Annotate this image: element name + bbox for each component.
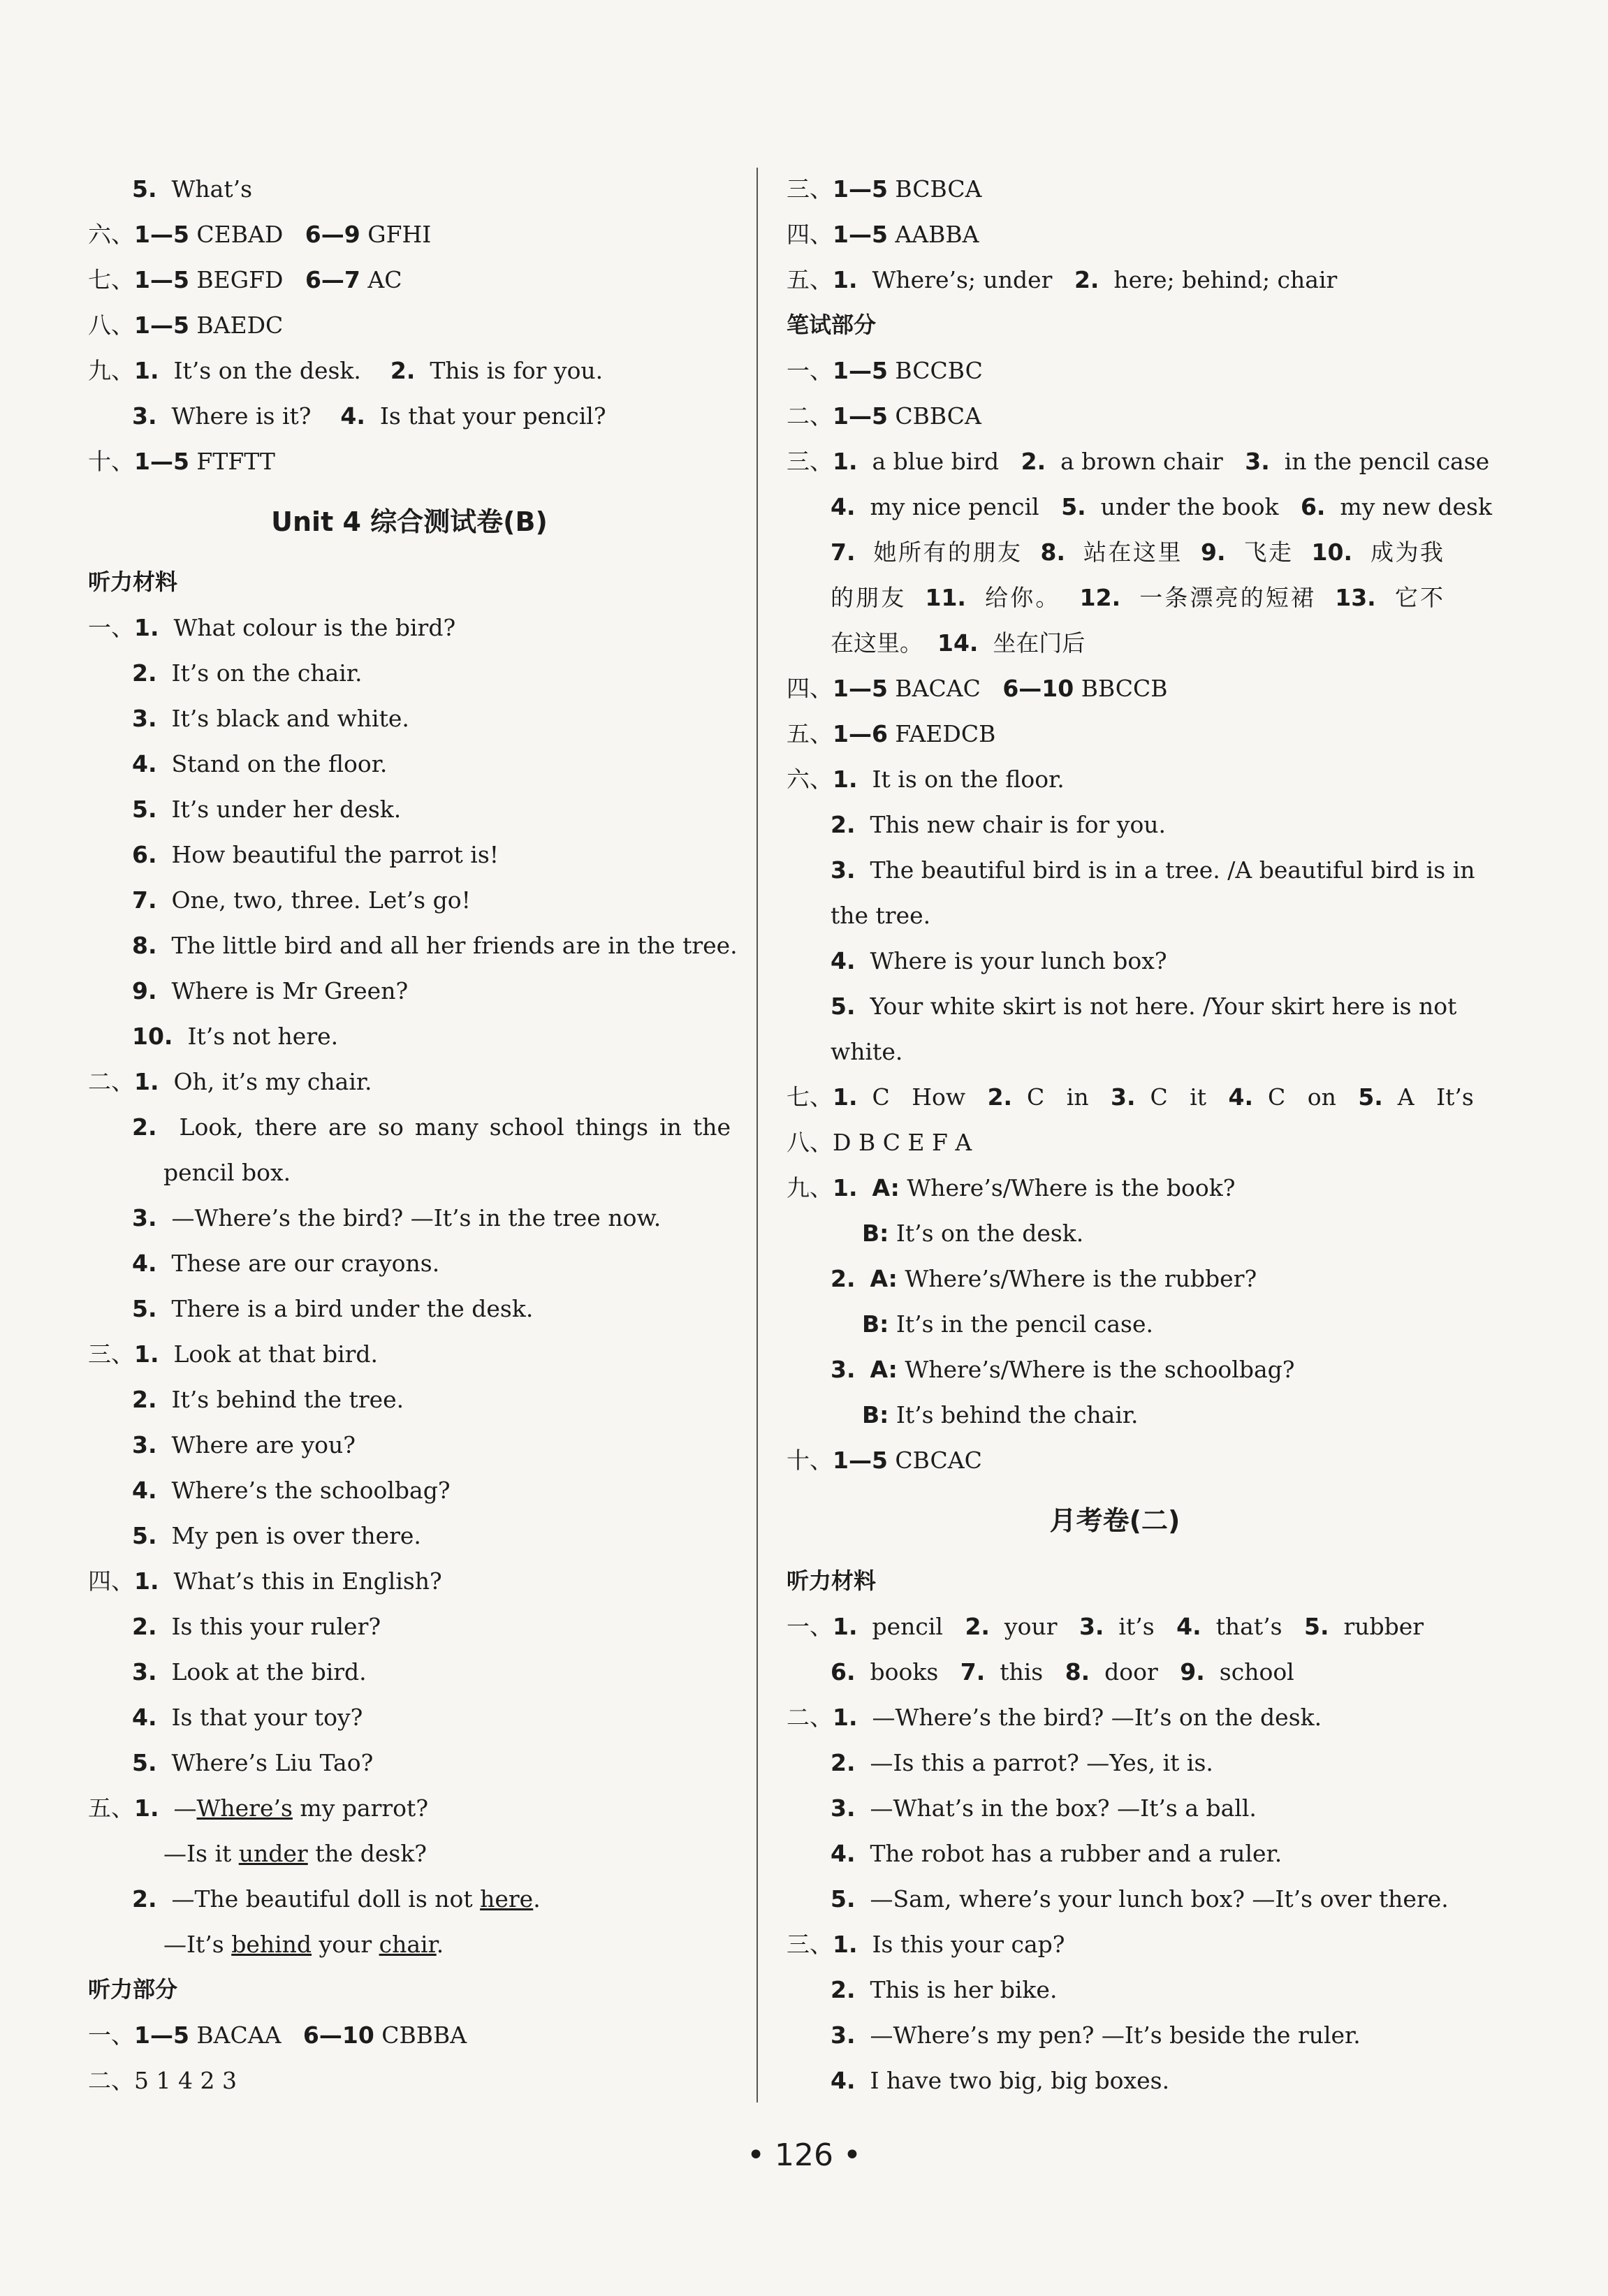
answer-line: 的朋友 11. 给你。 12. 一条漂亮的短裙 13. 它不	[831, 584, 1443, 611]
answer-line: 五、1. —Where’s my parrot?	[88, 1794, 429, 1822]
answer-line: 3. Look at the bird.	[132, 1658, 367, 1686]
column-divider	[757, 168, 758, 2103]
section-label: 笔试部分	[787, 312, 877, 338]
answer-line: 8. The little bird and all her friends are in the tree.	[132, 932, 738, 959]
answer-line: 5. Where’s Liu Tao?	[132, 1749, 374, 1776]
answer-line: 2. —Is this a parrot? —Yes, it is.	[831, 1749, 1213, 1776]
answer-line: —It’s behind your chair.	[163, 1931, 444, 1958]
answer-line: 5. My pen is over there.	[132, 1522, 421, 1549]
answer-line: 二、1. Oh, it’s my chair.	[88, 1068, 372, 1095]
answer-line: 三、1. Is this your cap?	[787, 1931, 1065, 1958]
answer-line: the tree.	[831, 902, 931, 929]
answer-line: 4. These are our crayons.	[132, 1250, 440, 1277]
answer-line: 七、1. C How 2. C in 3. C it 4. C on 5. A It’s	[787, 1083, 1474, 1111]
answer-line: 6. How beautiful the parrot is!	[132, 841, 499, 868]
answer-line: 一、1. What colour is the bird?	[88, 614, 456, 641]
answer-line: 2. A: Where’s/Where is the rubber?	[831, 1265, 1257, 1292]
answer-line: 4. my nice pencil 5. under the book 6. my new desk	[831, 493, 1492, 520]
answer-line: B: It’s on the desk.	[862, 1220, 1084, 1247]
answer-line: 2. Look, there are so many school things in the	[132, 1113, 731, 1141]
answer-line: 三、1. Look at that bird.	[88, 1340, 379, 1368]
section-label: 听力部分	[88, 1976, 178, 2003]
answer-line: 3. Where is it? 4. Is that your pencil?	[132, 402, 606, 430]
answer-line: 4. Where is your lunch box?	[831, 947, 1167, 974]
answer-line: 4. Where’s the schoolbag?	[132, 1477, 451, 1504]
answer-line: 四、1. What’s this in English?	[88, 1567, 442, 1595]
answer-line: 一、1—5 BACAA 6—10 CBBBA	[88, 2021, 467, 2049]
answer-line: 3. —What’s in the box? —It’s a ball.	[831, 1794, 1257, 1822]
answer-line: 四、1—5 AABBA	[787, 221, 979, 248]
answer-line: 三、1. a blue bird 2. a brown chair 3. in the pencil case	[787, 448, 1490, 475]
answer-line: 6. books 7. this 8. door 9. school	[831, 1658, 1294, 1686]
answer-line: 九、1. A: Where’s/Where is the book?	[787, 1174, 1236, 1201]
answer-line: 4. Stand on the floor.	[132, 750, 388, 777]
answer-line: 2. Is this your ruler?	[132, 1613, 381, 1640]
answer-line: pencil box.	[163, 1159, 291, 1186]
answer-line: 2. It’s on the chair.	[132, 659, 363, 687]
answer-line: 一、1. pencil 2. your 3. it’s 4. that’s 5. rubber	[787, 1613, 1424, 1640]
section-label: 听力材料	[88, 569, 178, 595]
answer-line: 2. This new chair is for you.	[831, 811, 1167, 838]
answer-line: 3. —Where’s my pen? —It’s beside the ruler.	[831, 2021, 1361, 2049]
answer-line: 3. Where are you?	[132, 1431, 356, 1458]
answer-line: 9. Where is Mr Green?	[132, 977, 409, 1004]
answer-line: 三、1—5 BCBCA	[787, 175, 982, 203]
answer-line: 3. The beautiful bird is in a tree. /A beautiful bird is in	[831, 856, 1475, 884]
answer-line: 2. This is her bike.	[831, 1976, 1058, 2003]
answer-line: 4. Is that your toy?	[132, 1704, 363, 1731]
answer-line: 一、1—5 BCCBC	[787, 357, 983, 384]
section-label: 听力材料	[787, 1567, 877, 1594]
answer-line: 4. The robot has a rubber and a ruler.	[831, 1840, 1282, 1867]
answer-line: 二、1—5 CBBCA	[787, 402, 981, 430]
answer-line: white.	[831, 1038, 903, 1065]
answer-line: 5. Your white skirt is not here. /Your skirt here is not	[831, 993, 1457, 1020]
answer-line: 二、5 1 4 2 3	[88, 2067, 237, 2094]
answer-line: 二、1. —Where’s the bird? —It’s on the desk.	[787, 1704, 1322, 1731]
answer-line: 7. 她所有的朋友 8. 站在这里 9. 飞走 10. 成为我	[831, 539, 1443, 566]
answer-line: 3. —Where’s the bird? —It’s in the tree now.	[132, 1204, 662, 1231]
answer-line: 3. A: Where’s/Where is the schoolbag?	[831, 1356, 1295, 1383]
answer-line: 五、1—6 FAEDCB	[787, 720, 996, 747]
answer-line: —Is it under the desk?	[163, 1840, 427, 1867]
page-number: • 126 •	[747, 2137, 861, 2173]
answer-line: 2. It’s behind the tree.	[132, 1386, 404, 1413]
answer-line: 五、1. Where’s; under 2. here; behind; chair	[787, 266, 1338, 293]
answer-line: B: It’s behind the chair.	[862, 1401, 1139, 1428]
answer-line: 5. It’s under her desk.	[132, 796, 402, 823]
answer-line: 4. I have two big, big boxes.	[831, 2067, 1170, 2094]
answer-line: 7. One, two, three. Let’s go!	[132, 886, 471, 914]
answer-line: 5. —Sam, where’s your lunch box? —It’s over there.	[831, 1885, 1449, 1913]
answer-line: 六、1—5 CEBAD 6—9 GFHI	[88, 221, 432, 248]
answer-line: 十、1—5 FTFTT	[88, 448, 275, 475]
answer-line: 六、1. It is on the floor.	[787, 766, 1065, 793]
answer-line: 十、1—5 CBCAC	[787, 1447, 982, 1474]
answer-line: 九、1. It’s on the desk. 2. This is for you.	[88, 357, 604, 384]
answer-line: 八、D B C E F A	[787, 1129, 972, 1156]
answer-line: 在这里。 14. 坐在门后	[831, 629, 1086, 657]
answer-line: 七、1—5 BEGFD 6—7 AC	[88, 266, 402, 293]
left-column	[88, 166, 738, 2103]
section-heading: 月考卷(二)	[1049, 1505, 1181, 1536]
answer-line: 八、1—5 BAEDC	[88, 312, 284, 339]
answer-line: 四、1—5 BACAC 6—10 BBCCB	[787, 675, 1168, 702]
answer-line: 5. What’s	[132, 175, 253, 203]
answer-line: 5. There is a bird under the desk.	[132, 1295, 534, 1322]
answer-line: 2. —The beautiful doll is not here.	[132, 1885, 541, 1913]
section-heading: Unit 4 综合测试卷(B)	[271, 506, 548, 537]
answer-line: 10. It’s not here.	[132, 1023, 339, 1050]
answer-line: B: It’s in the pencil case.	[862, 1310, 1153, 1338]
right-column	[787, 166, 1492, 2103]
answer-line: 3. It’s black and white.	[132, 705, 409, 732]
